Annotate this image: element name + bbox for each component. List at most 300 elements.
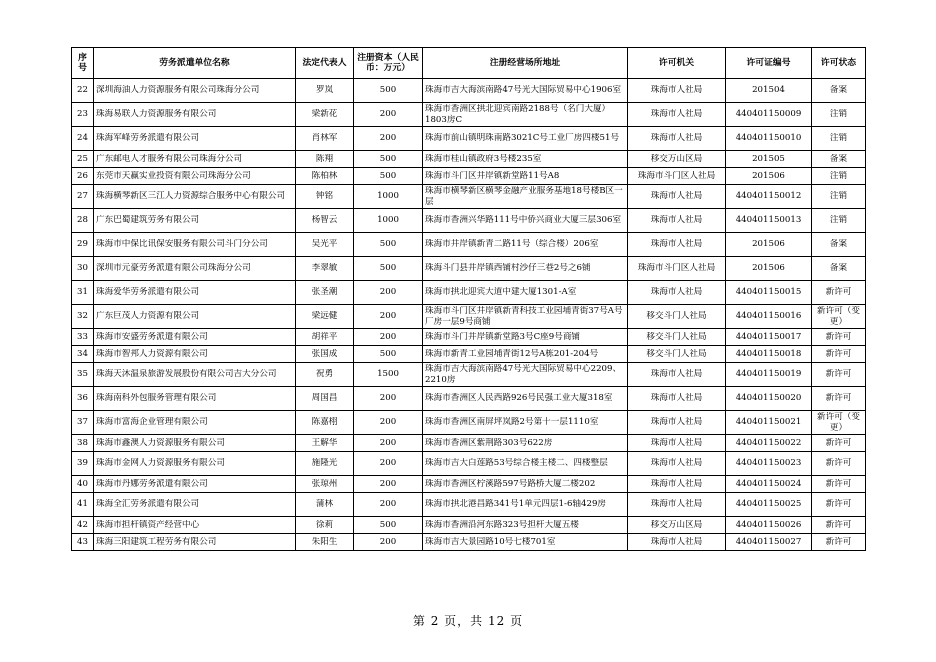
cell-no	[72, 151, 94, 168]
cell-no-text: 23	[77, 109, 88, 120]
cell-address-text: 珠海市吉大海滨南路47号光大国际贸易中心1906室	[425, 85, 622, 96]
cell-name	[94, 185, 296, 209]
cell-name-text: 珠海爱华劳务派遣有限公司	[96, 287, 200, 298]
cell-capital	[354, 281, 423, 305]
cell-status	[812, 329, 866, 346]
cell-license	[726, 493, 812, 517]
cell-name-text: 珠海三阳建筑工程劳务有限公司	[96, 536, 217, 547]
cell-status	[812, 517, 866, 534]
cell-rep-text: 张圣潮	[311, 287, 338, 298]
cell-no-text: 31	[77, 287, 88, 298]
cell-capital-text: 1000	[377, 191, 399, 202]
cell-authority	[628, 185, 726, 209]
table-row	[72, 435, 866, 452]
cell-rep-text: 陈嘉栩	[311, 417, 338, 428]
cell-capital-text: 200	[379, 499, 397, 510]
cell-license-text: 440401150021	[735, 417, 802, 428]
cell-name	[94, 411, 296, 435]
cell-authority-text: 移交斗门人社局	[646, 348, 707, 359]
cell-name-text: 深圳市元豪劳务派遣有限公司珠海分公司	[96, 263, 251, 274]
cell-license-text: 201505	[752, 153, 785, 164]
cell-license-text: 440401150022	[735, 437, 802, 448]
cell-rep-text: 张琼州	[311, 478, 338, 489]
cell-rep	[296, 476, 354, 493]
cell-no-text: 22	[77, 85, 88, 96]
cell-address-text: 珠海市前山镇明珠南路3021C号工业厂房四楼51号	[425, 133, 620, 144]
cell-address-text: 珠海斗门县井岸镇西铺村沙仔三巷2号之6铺	[425, 263, 591, 274]
cell-capital	[354, 517, 423, 534]
header-capital: 注册资本（人民币：万元）	[354, 48, 423, 79]
cell-license	[726, 233, 812, 257]
cell-license	[726, 411, 812, 435]
cell-address	[423, 305, 628, 329]
cell-capital	[354, 363, 423, 387]
cell-status-text: 新许可（变更）	[817, 412, 860, 433]
cell-authority-text: 移交斗门人社局	[646, 311, 707, 322]
cell-rep	[296, 435, 354, 452]
cell-status-text: 备案	[829, 153, 848, 164]
cell-authority-text: 珠海市人社局	[650, 393, 703, 404]
cell-capital	[354, 209, 423, 233]
cell-authority	[628, 257, 726, 281]
cell-rep-text: 徐莉	[315, 519, 334, 530]
cell-address	[423, 168, 628, 185]
cell-authority-text: 移交万山区局	[650, 153, 703, 164]
cell-status-text: 注销	[829, 170, 848, 181]
cell-authority	[628, 452, 726, 476]
cell-authority-text: 珠海市人社局	[650, 215, 703, 226]
cell-rep	[296, 168, 354, 185]
cell-capital	[354, 534, 423, 551]
cell-status-text: 新许可	[825, 393, 852, 404]
cell-address	[423, 233, 628, 257]
cell-authority-text: 珠海市人社局	[650, 458, 703, 469]
cell-capital	[354, 476, 423, 493]
cell-capital-text: 500	[379, 170, 397, 181]
cell-status	[812, 452, 866, 476]
cell-license-text: 440401150017	[735, 331, 802, 342]
header-authority: 许可机关	[628, 48, 726, 79]
cell-status-text: 新许可（变更）	[817, 306, 860, 327]
cell-rep-text: 张国成	[311, 348, 338, 359]
cell-authority-text: 珠海市斗门区人社局	[637, 170, 716, 181]
cell-name	[94, 387, 296, 411]
cell-authority	[628, 103, 726, 127]
cell-address	[423, 127, 628, 151]
cell-capital-text: 200	[379, 287, 397, 298]
cell-name	[94, 305, 296, 329]
cell-no	[72, 517, 94, 534]
cell-rep	[296, 305, 354, 329]
cell-license	[726, 209, 812, 233]
cell-rep	[296, 452, 354, 476]
cell-no	[72, 534, 94, 551]
table-row	[72, 387, 866, 411]
cell-rep	[296, 185, 354, 209]
table-row	[72, 185, 866, 209]
table-row	[72, 452, 866, 476]
cell-address-text: 珠海市吉大白莲路53号综合楼主楼二、四楼整层	[425, 458, 608, 469]
cell-license-text: 440401150015	[735, 287, 802, 298]
cell-capital	[354, 233, 423, 257]
cell-capital-text: 500	[379, 348, 397, 359]
cell-no-text: 43	[77, 536, 88, 547]
cell-name-text: 珠海市鑫澳人力资源服务有限公司	[96, 437, 225, 448]
cell-capital-text: 1500	[377, 369, 399, 380]
cell-license	[726, 281, 812, 305]
cell-name	[94, 476, 296, 493]
cell-name-text: 珠海天沐温泉旅游发展股份有限公司吉大分公司	[96, 369, 277, 380]
cell-rep-text: 钟铭	[315, 191, 334, 202]
cell-no	[72, 329, 94, 346]
cell-authority	[628, 233, 726, 257]
cell-status-text: 备案	[829, 263, 848, 274]
cell-name-text: 珠海军峰劳务派遣有限公司	[96, 133, 200, 144]
cell-authority-text: 珠海市人社局	[650, 369, 703, 380]
cell-address-text: 珠海市吉大海滨南路47号光大国际贸易中心2209、2210房	[425, 364, 622, 385]
cell-capital-text: 200	[379, 311, 397, 322]
cell-authority	[628, 79, 726, 103]
cell-capital	[354, 257, 423, 281]
table-row	[72, 493, 866, 517]
cell-rep-text: 陈翔	[315, 153, 334, 164]
cell-rep-text: 李翠敏	[311, 263, 338, 274]
cell-capital-text: 200	[379, 536, 397, 547]
cell-authority-text: 移交万山区局	[650, 519, 703, 530]
cell-authority-text: 珠海市人社局	[650, 191, 703, 202]
cell-status-text: 新许可	[825, 369, 852, 380]
cell-authority-text: 珠海市人社局	[650, 85, 703, 96]
cell-rep	[296, 257, 354, 281]
cell-rep	[296, 387, 354, 411]
cell-status-text: 注销	[829, 191, 848, 202]
page-footer: 第 2 页，共 12 页	[412, 614, 524, 628]
cell-authority-text: 移交斗门人社局	[646, 331, 707, 342]
cell-name	[94, 127, 296, 151]
header-rep: 法定代表人	[296, 48, 354, 79]
cell-no	[72, 387, 94, 411]
cell-license	[726, 534, 812, 551]
cell-no	[72, 281, 94, 305]
cell-license-text: 201506	[752, 239, 785, 250]
header-status: 许可状态	[812, 48, 866, 79]
cell-authority	[628, 476, 726, 493]
cell-no-text: 39	[77, 458, 88, 469]
cell-authority	[628, 411, 726, 435]
cell-rep-text: 王解华	[311, 437, 338, 448]
cell-name-text: 珠海全汇劳务派遣有限公司	[96, 499, 200, 510]
cell-capital	[354, 493, 423, 517]
cell-address	[423, 79, 628, 103]
cell-rep-text: 朱阳生	[311, 536, 338, 547]
cell-authority-text: 珠海市人社局	[650, 109, 703, 120]
cell-status	[812, 346, 866, 363]
cell-capital	[354, 435, 423, 452]
cell-status-text: 新许可	[825, 478, 852, 489]
cell-name-text: 珠海市安盛劳务派遣有限公司	[96, 331, 208, 342]
header-address: 注册经营场所地址	[423, 48, 628, 79]
cell-license-text: 440401150018	[735, 348, 802, 359]
cell-capital	[354, 411, 423, 435]
cell-rep-text: 杨智云	[311, 215, 338, 226]
cell-address-text: 珠海市香洲区拱北迎宾南路2188号（名门大厦）1803房C	[425, 104, 611, 125]
table-row	[72, 305, 866, 329]
cell-license-text: 440401150025	[735, 499, 802, 510]
license-table	[71, 47, 866, 551]
cell-authority-text: 珠海市人社局	[650, 287, 703, 298]
cell-no-text: 36	[77, 393, 88, 404]
cell-no-text: 34	[77, 348, 88, 359]
cell-authority	[628, 127, 726, 151]
cell-license-text: 440401150009	[735, 109, 802, 120]
cell-address-text: 珠海市香洲沿河东路323号担杆大厦五楼	[425, 519, 579, 530]
cell-rep	[296, 493, 354, 517]
cell-name	[94, 493, 296, 517]
cell-address-text: 珠海市拱北迎宾大道中建大厦1301-A室	[425, 287, 577, 298]
cell-license	[726, 127, 812, 151]
cell-license	[726, 185, 812, 209]
cell-no	[72, 493, 94, 517]
cell-authority	[628, 168, 726, 185]
cell-no-text: 37	[77, 417, 88, 428]
cell-name-text: 东莞市天赢实业投资有限公司珠海分公司	[96, 170, 251, 181]
cell-license	[726, 452, 812, 476]
cell-status-text: 备案	[829, 85, 848, 96]
cell-status	[812, 257, 866, 281]
cell-name	[94, 281, 296, 305]
cell-rep-text: 周国昌	[311, 393, 338, 404]
cell-capital-text: 500	[379, 85, 397, 96]
cell-address	[423, 493, 628, 517]
cell-name-text: 珠海南科外包服务管理有限公司	[96, 393, 217, 404]
cell-capital-text: 200	[379, 109, 397, 120]
cell-status	[812, 209, 866, 233]
cell-status-text: 新许可	[825, 348, 852, 359]
cell-rep-text: 祝勇	[315, 369, 334, 380]
cell-rep-text: 蒲林	[315, 499, 334, 510]
cell-no	[72, 346, 94, 363]
header-name: 劳务派遣单位名称	[94, 48, 296, 79]
cell-name	[94, 233, 296, 257]
cell-address	[423, 476, 628, 493]
cell-rep	[296, 329, 354, 346]
cell-address	[423, 103, 628, 127]
cell-address-text: 珠海市斗门井岸镇新堂路3号C座9号商铺	[425, 331, 581, 342]
cell-capital-text: 200	[379, 478, 397, 489]
table-row	[72, 209, 866, 233]
cell-status	[812, 435, 866, 452]
cell-status	[812, 476, 866, 493]
cell-name	[94, 257, 296, 281]
cell-no-text: 28	[77, 215, 88, 226]
cell-capital-text: 200	[379, 133, 397, 144]
cell-capital-text: 200	[379, 417, 397, 428]
cell-rep	[296, 151, 354, 168]
cell-no-text: 38	[77, 437, 88, 448]
cell-rep-text: 吴光平	[311, 239, 338, 250]
cell-license-text: 440401150012	[735, 191, 802, 202]
cell-name-text: 珠海市中保比讯保安服务有限公司斗门分公司	[96, 239, 268, 250]
cell-capital-text: 200	[379, 393, 397, 404]
cell-rep	[296, 127, 354, 151]
cell-authority-text: 珠海市斗门区人社局	[637, 263, 716, 274]
cell-no-text: 30	[77, 263, 88, 274]
cell-license	[726, 257, 812, 281]
cell-license	[726, 387, 812, 411]
cell-capital	[354, 185, 423, 209]
cell-status-text: 注销	[829, 109, 848, 120]
table-row	[72, 168, 866, 185]
cell-license	[726, 103, 812, 127]
cell-name	[94, 363, 296, 387]
cell-status	[812, 281, 866, 305]
cell-license	[726, 363, 812, 387]
cell-license	[726, 346, 812, 363]
cell-name-text: 珠海市金网人力资源服务有限公司	[96, 458, 225, 469]
table-row	[72, 281, 866, 305]
cell-no	[72, 435, 94, 452]
cell-address	[423, 435, 628, 452]
cell-rep	[296, 534, 354, 551]
cell-rep	[296, 79, 354, 103]
cell-no-text: 26	[77, 170, 88, 181]
cell-license-text: 440401150010	[735, 133, 802, 144]
cell-license	[726, 476, 812, 493]
table-row	[72, 151, 866, 168]
cell-authority	[628, 493, 726, 517]
cell-license-text: 201504	[752, 85, 785, 96]
cell-status	[812, 493, 866, 517]
cell-address	[423, 329, 628, 346]
cell-capital	[354, 79, 423, 103]
cell-rep	[296, 103, 354, 127]
cell-name-text: 广东巴蜀建筑劳务有限公司	[96, 215, 200, 226]
cell-authority	[628, 329, 726, 346]
cell-authority	[628, 435, 726, 452]
header-no: 序号	[72, 48, 94, 79]
cell-name	[94, 168, 296, 185]
cell-name-text: 珠海市担杆镇资产经营中心	[96, 519, 200, 530]
cell-license-text: 440401150013	[735, 215, 802, 226]
cell-rep	[296, 363, 354, 387]
cell-license-text: 440401150023	[735, 458, 802, 469]
cell-status	[812, 185, 866, 209]
cell-status-text: 备案	[829, 239, 848, 250]
table-row	[72, 329, 866, 346]
cell-name-text: 珠海横琴新区三江人力资源综合服务中心有限公司	[96, 191, 286, 202]
cell-capital-text: 500	[379, 263, 397, 274]
cell-no	[72, 452, 94, 476]
cell-status-text: 新许可	[825, 499, 852, 510]
table-row	[72, 346, 866, 363]
cell-name	[94, 452, 296, 476]
cell-address	[423, 452, 628, 476]
cell-no-text: 27	[77, 191, 88, 202]
cell-license	[726, 79, 812, 103]
cell-no-text: 33	[77, 331, 88, 342]
cell-license	[726, 329, 812, 346]
cell-authority	[628, 517, 726, 534]
cell-license-text: 440401150024	[735, 478, 802, 489]
cell-address	[423, 517, 628, 534]
cell-rep	[296, 517, 354, 534]
cell-address-text: 珠海市香洲区紫荆路303号622房	[425, 437, 553, 448]
cell-license	[726, 151, 812, 168]
cell-rep	[296, 281, 354, 305]
cell-capital-text: 500	[379, 519, 397, 530]
cell-name-text: 珠海市富海企业管理有限公司	[96, 417, 208, 428]
cell-rep-text: 梁远健	[311, 311, 338, 322]
cell-capital-text: 500	[379, 239, 397, 250]
cell-address-text: 珠海市桂山镇政府3号楼235室	[425, 153, 542, 164]
table-row	[72, 103, 866, 127]
cell-authority-text: 珠海市人社局	[650, 417, 703, 428]
cell-status	[812, 127, 866, 151]
cell-status-text: 注销	[829, 133, 848, 144]
cell-address	[423, 363, 628, 387]
cell-no-text: 41	[77, 499, 88, 510]
cell-no	[72, 79, 94, 103]
cell-rep-text: 胡祥平	[311, 331, 338, 342]
cell-status-text: 新许可	[825, 287, 852, 298]
table-row	[72, 411, 866, 435]
cell-status	[812, 233, 866, 257]
table-row	[72, 233, 866, 257]
cell-capital	[354, 127, 423, 151]
cell-rep-text: 罗岚	[315, 85, 334, 96]
cell-authority-text: 珠海市人社局	[650, 536, 703, 547]
cell-capital	[354, 329, 423, 346]
cell-status	[812, 79, 866, 103]
cell-address-text: 珠海市拱北港昌路341号1单元四层1-6轴429房	[425, 499, 607, 510]
cell-name-text: 广东邮电人才服务有限公司珠海分公司	[96, 153, 243, 164]
cell-authority	[628, 534, 726, 551]
cell-no-text: 24	[77, 133, 88, 144]
table-row	[72, 363, 866, 387]
header-row	[72, 48, 866, 79]
cell-capital	[354, 168, 423, 185]
cell-address-text: 珠海市横琴新区横琴金融产业服务基地18号楼B区一层	[425, 186, 623, 207]
cell-address	[423, 281, 628, 305]
cell-no	[72, 209, 94, 233]
cell-capital	[354, 151, 423, 168]
cell-address-text: 珠海市井岸镇新青二路11号（综合楼）206室	[425, 239, 599, 250]
cell-address	[423, 411, 628, 435]
cell-address-text: 珠海市香洲区南屏坪岚路2号第十一层1110室	[425, 417, 599, 428]
cell-no	[72, 305, 94, 329]
cell-address-text: 珠海市吉大景园路10号七楼701室	[425, 536, 556, 547]
header-license: 许可证编号	[726, 48, 812, 79]
table-row	[72, 534, 866, 551]
table-row	[72, 476, 866, 493]
cell-status-text: 新许可	[825, 458, 852, 469]
cell-capital	[354, 305, 423, 329]
cell-rep-text: 肖林军	[311, 133, 338, 144]
cell-rep	[296, 346, 354, 363]
cell-status	[812, 103, 866, 127]
cell-name	[94, 517, 296, 534]
cell-status	[812, 411, 866, 435]
cell-name	[94, 151, 296, 168]
cell-authority-text: 珠海市人社局	[650, 478, 703, 489]
cell-no	[72, 476, 94, 493]
cell-status	[812, 151, 866, 168]
cell-address	[423, 151, 628, 168]
cell-status	[812, 534, 866, 551]
cell-capital-text: 500	[379, 153, 397, 164]
cell-license-text: 440401150020	[735, 393, 802, 404]
cell-name-text: 广东巨茂人力资源有限公司	[96, 311, 200, 322]
